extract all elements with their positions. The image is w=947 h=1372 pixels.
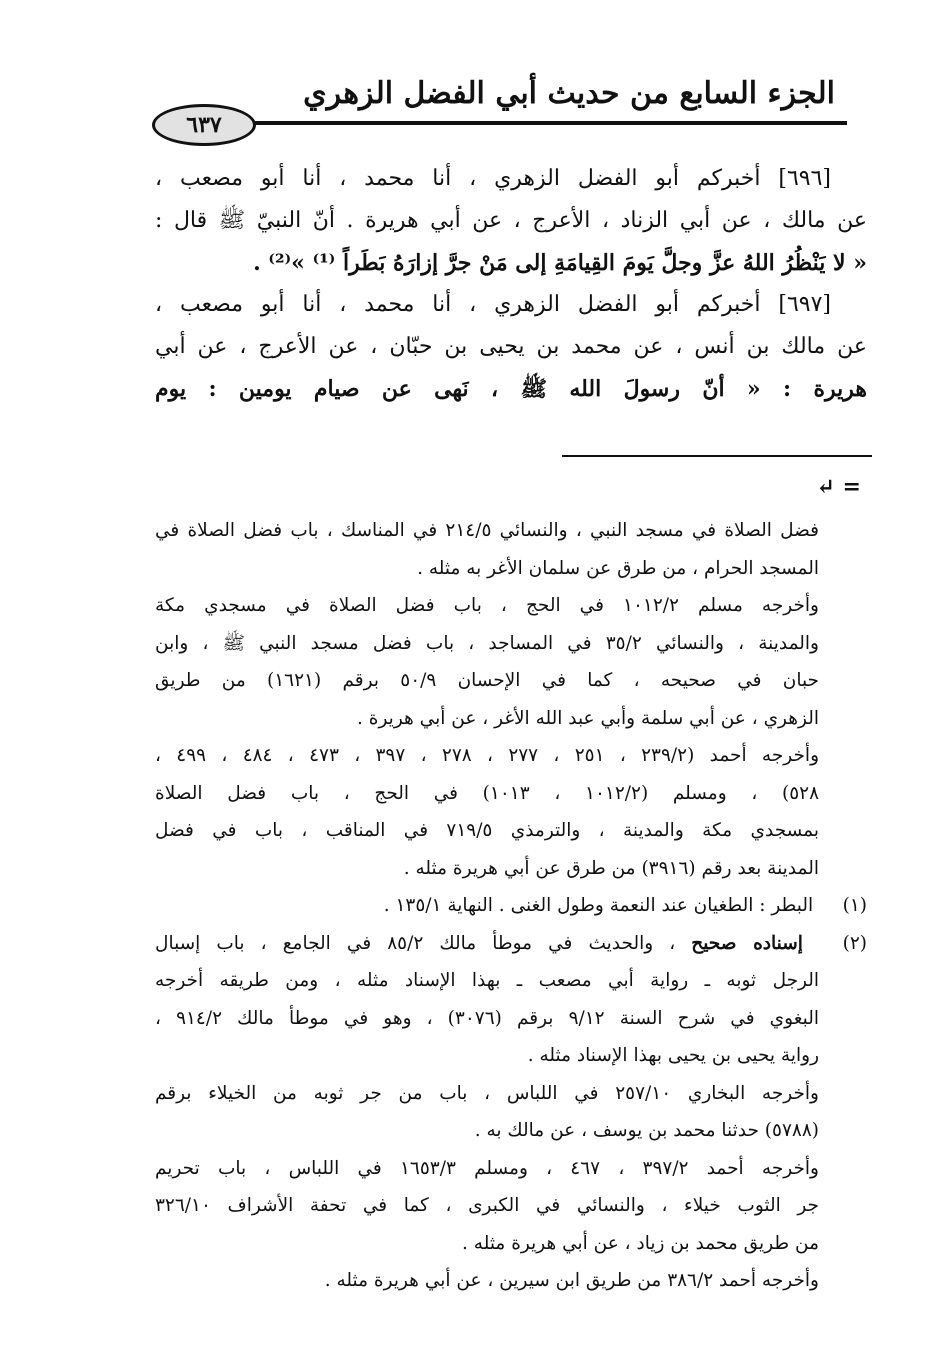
- footnote-number: (١): [842, 895, 867, 916]
- footnote-line: (٥٧٨٨) حدثنا محمد بن يوسف ، عن مالك به .: [474, 1120, 819, 1141]
- footnote-text: ، والحديث في موطأ مالك ٨٥/٢ في الجامع ، باب إسبال: [155, 932, 676, 954]
- footnote-number: (٢): [842, 932, 867, 954]
- footnote-line: من طريق محمد بن زياد ، عن أبي هريرة مثله .: [462, 1232, 819, 1254]
- continuation-marker: = ↵: [816, 474, 861, 500]
- footnote-line: البغوي في شرح السنة ٩/١٢ برقم (٣٠٧٦) ، وهو في موطأ مالك ٩١٤/٢ ،: [155, 1007, 819, 1029]
- footnote-line: المسجد الحرام ، من طرق عن سلمان الأغر به مثله .: [417, 557, 819, 579]
- footnotes: [155, 512, 867, 1300]
- hadith-696-line: [٦٩٦] أخبركم أبو الفضل الزهري ، أنا محمد ، أنا أبو مصعب ،: [155, 166, 831, 191]
- hadith-697-matn: هريرة : « أنّ رسولَ الله ﷺ ، نَهى عن صيام يومين : يوم: [155, 376, 867, 402]
- footnote-line: بمسجدي مكة والمدينة ، والترمذي ٧١٩/٥ في المناقب ، باب في فضل: [155, 820, 819, 841]
- footnote-line: فضل الصلاة في مسجد النبي ، والنسائي ٢١٤/٥ في المناسك ، باب فضل الصلاة في: [155, 520, 819, 541]
- footnote-line: الرجل ثوبه ـ رواية أبي مصعب ـ بهذا الإسناد مثله ، ومن طريقه أخرجه: [155, 970, 819, 991]
- footnote-line: المدينة بعد رقم (٣٩١٦) من طرق عن أبي هريرة مثله .: [403, 857, 819, 879]
- page-header: [150, 70, 865, 150]
- running-title: الجزء السابع من حديث أبي الفضل الزهري: [303, 76, 835, 111]
- main-text: [155, 158, 867, 410]
- footnote-line: جر الثوب خيلاء ، والنسائي في الكبرى ، كما في تحفة الأشراف ٣٢٦/١٠: [155, 1195, 819, 1216]
- footnote-line: وأخرجه البخاري ٢٥٧/١٠ في اللباس ، باب من جر ثوبه من الخيلاء برقم: [155, 1082, 819, 1104]
- hadith-696-matn: « لا يَنْظُرُ اللهُ عزَّ وجلَّ يَومَ القِيامَةِ إلى مَنْ جرَّ إزارَهُ بَطَراً ⁽¹⁾ »⁽²⁾ .: [253, 250, 867, 276]
- footnote-line: الزهري ، عن أبي سلمة وأبي عبد الله الأغر ، عن أبي هريرة .: [357, 707, 819, 729]
- footnote-line: ٥٢٨) ، ومسلم (١٠١٢/٢ ، ١٠١٣) في الحج ، باب فضل الصلاة: [155, 782, 820, 804]
- footnote-line: حبان في صحيحه ، كما في الإحسان ٥٠/٩ برقم (١٦٢١) من طريق: [155, 670, 819, 691]
- footnote-lead: إسناده صحيح: [691, 932, 803, 954]
- footnote-line: وأخرجه مسلم ١٠١٢/٢ في الحج ، باب فضل الصلاة في مسجدي مكة: [155, 595, 819, 616]
- footnote-1: [155, 887, 867, 925]
- hadith-697-line: [٦٩٧] أخبركم أبو الفضل الزهري ، أنا محمد ، أنا أبو مصعب ،: [155, 292, 831, 317]
- footnote-line: وأخرجه أحمد ٣٨٦/٢ من طريق ابن سيرين ، عن أبي هريرة مثله .: [324, 1270, 819, 1291]
- footnote-line: وأخرجه أحمد ٣٩٧/٢ ، ٤٦٧ ، ومسلم ١٦٥٣/٣ في اللباس ، باب تحريم: [155, 1157, 819, 1179]
- footnote-separator: [562, 455, 872, 457]
- footnote-line: وأخرجه أحمد (٢٣٩/٢ ، ٢٥١ ، ٢٧٧ ، ٢٧٨ ، ٣٩٧ ، ٤٧٣ ، ٤٨٤ ، ٤٩٩ ،: [155, 745, 819, 766]
- header-rule: [240, 121, 847, 125]
- hadith-697-line: عن مالك بن أنس ، عن محمد بن يحيى بن حبّان ، عن الأعرج ، عن أبي: [155, 334, 867, 359]
- footnote-text: البطر : الطغيان عند النعمة وطول الغنى . النهاية ١٣٥/١ .: [383, 895, 814, 916]
- footnote-line: رواية يحيى بن يحيى بهذا الإسناد مثله .: [527, 1045, 819, 1066]
- hadith-696-line: عن مالك ، عن أبي الزناد ، الأعرج ، عن أبي هريرة . أنّ النبيّ ﷺ قال :: [155, 208, 867, 233]
- page-number: ٦٣٧: [152, 104, 256, 146]
- footnote-2: [155, 925, 867, 963]
- footnote-line: والمدينة ، والنسائي ٣٥/٢ في المساجد ، باب فضل مسجد النبي ﷺ ، وابن: [155, 632, 819, 654]
